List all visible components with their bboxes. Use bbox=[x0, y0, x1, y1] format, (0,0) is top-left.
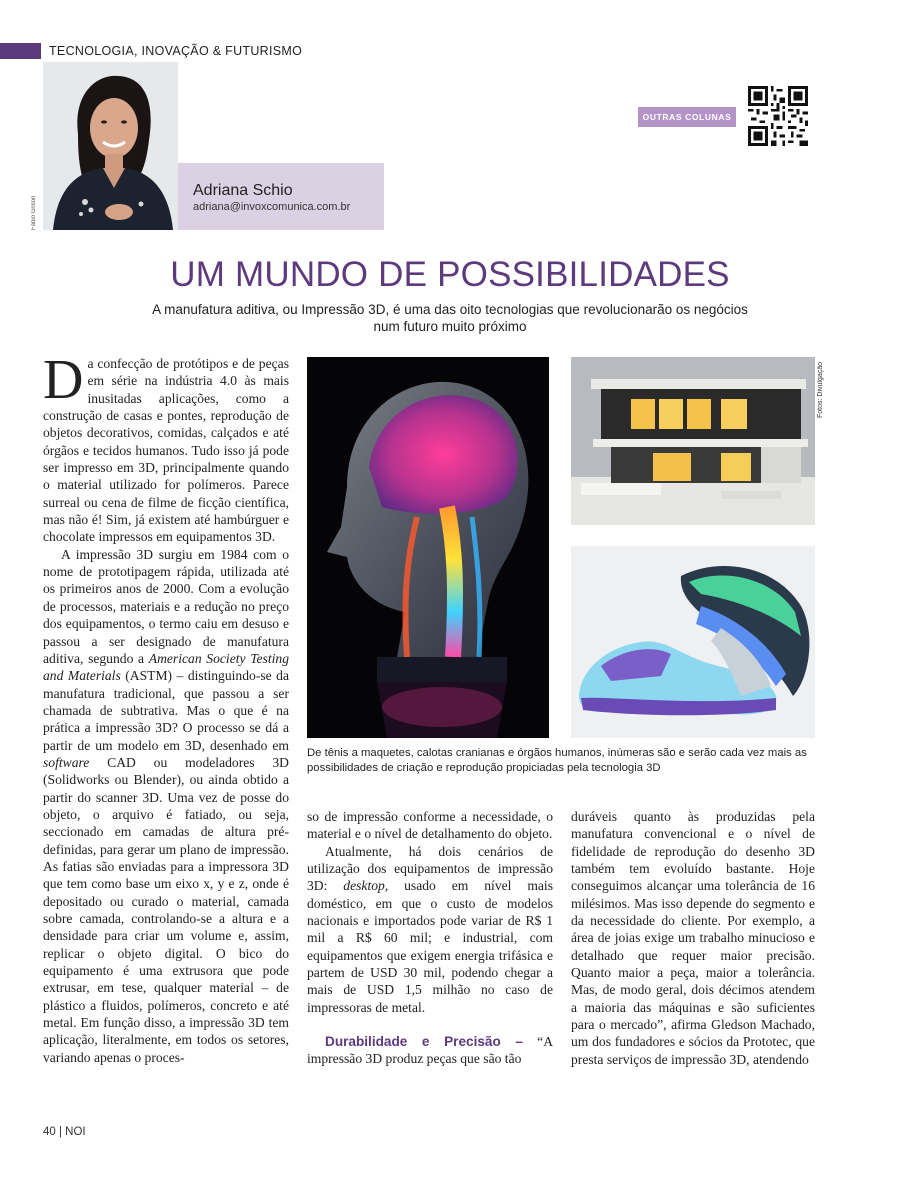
article-column-1 bbox=[43, 349, 289, 1066]
photo-3d-printed-sneakers bbox=[571, 546, 815, 738]
drop-cap: D bbox=[43, 349, 84, 411]
section-color-bar bbox=[0, 43, 41, 59]
paragraph-history: A impressão 3D surgiu em 1984 com o nome de prototipagem rápida, utilizada até os primeiros anos de 2000. Com a evolução de processos, materiais e a redução no preço dos equipamentos, o termo caiu em desuso e passou a ser designado de manufatura aditiva, segundo a American Society Testing and Materials (ASTM) – distinguindo-se da manufatura tradicional, que passou a ser chamada de subtrativa. Mas o que é na prática a impressão 3D? O processo se dá a partir de um modelo em 3D, desenhado em software CAD ou modeladores 3D (Solidworks ou Blender), ou ainda obtido a partir do scanner 3D. Uma vez de posse do objeto, o arquivo é fatiado, ou seja, seccionado em camadas de altura pré-definidas, para gerar um plano de impressão. As fatias são enviadas para a impressora 3D que tem como base um eixo x, y e z, onde é depositado ou curado o material, camada sobre camada, controlando-se a altura e a densidade para criar um volume e, assim, replicar o objeto digital. O bico do equipamento é uma extrusora que pode extrusar, em tese, qualquer material – de plástico a fluidos, polímeros, concreto e até metal. Em função disso, a impressão 3D tem aplicação, literalmente, em todos os setores, variando apenas o proces- bbox=[43, 546, 289, 1065]
qr-code-icon[interactable] bbox=[748, 86, 808, 146]
article-title: UM MUNDO DE POSSIBILIDADES bbox=[170, 255, 730, 294]
photo-credit: Fabio Grison bbox=[31, 195, 37, 230]
article-column-2 bbox=[307, 808, 553, 1068]
paragraph-quote: duráveis quanto às produzidas pela manufatura convencional e o nível de fidelidade de reprodução do desenho 3D também tem evoluído bastante. Hoje conseguimos alcançar uma tolerância de 16 milésimos. Mas isso depende do segmento e da necessidade do cliente. Por exemplo, a área de joias exige um trabalho minucioso e detalhado que requer maior precisão. Quanto maior a peça, maior a tolerância. Mas, de modo geral, dois décimos atendem a maioria das máquinas e são suficientes para o mercado”, afirma Gledson Machado, um dos fundadores e sócios da Prototec, que presta serviços de impressão 3D, atendendo bbox=[571, 809, 815, 1067]
article-subtitle: A manufatura aditiva, ou Impressão 3D, é uma das oito tecnologias que revolucionarão os negócios num futuro muito próximo bbox=[152, 302, 748, 334]
paragraph-intro: Da confecção de protótipos e de peças em série na indústria 4.0 às mais inusitadas aplicações, como a construção de casas e pontes, reprodução de objetos decorativos, comidas, calçados e até órgãos e tecidos humanos. Tudo isso já pode ser impresso em 3D, principalmente quando o material utilizado for polímeros. Parece surreal ou cena de filme de ficção científica, mas não é! Sim, já existem até hambúrguer e chocolate impressos em equipamentos 3D. bbox=[43, 349, 289, 545]
photo-architecture-model bbox=[571, 357, 815, 525]
section-label: TECNOLOGIA, INOVAÇÃO & FUTURISMO bbox=[49, 44, 303, 58]
page-number: 40 | NOI bbox=[43, 1126, 86, 1138]
outras-colunas-badge[interactable]: OUTRAS COLUNAS bbox=[638, 107, 736, 127]
author-name: Adriana Schio bbox=[193, 182, 293, 199]
author-photo bbox=[43, 62, 178, 230]
paragraph-continuation: so de impressão conforme a necessidade, o material e o nível de detalhamento do objeto. bbox=[307, 809, 553, 842]
author-email[interactable]: adriana@invoxcomunica.com.br bbox=[193, 201, 351, 213]
paragraph-scenarios: Atualmente, há dois cenários de utilização dos equipamentos de impressão 3D: desktop, usado em nível mais doméstico, em que o custo de modelos nacionais e importados pode variar de R$ 1 mil a R$ 60 mil; e industrial, com equipamentos que exigem energia trifásica e partem de USD 30 mil, podendo chegar a mais de USD 1,5 milhão no caso de impressoras de metal. bbox=[307, 843, 553, 1015]
figure-caption: De tênis a maquetes, calotas cranianas e órgãos humanos, inúmeras são e serão cada vez mais as possibilidades de criação e reprodução propiciadas pela tecnologia 3D bbox=[307, 747, 807, 774]
paragraph-durability: Durabilidade e Precisão – “A impressão 3D produz peças que são tão bbox=[307, 1034, 554, 1067]
subhead-durabilidade: Durabilidade e Precisão – bbox=[325, 1034, 523, 1050]
photo-3d-printed-head bbox=[307, 357, 549, 738]
article-column-3 bbox=[571, 808, 815, 1068]
photo-credit-divulgacao: Fotos: Divulgação bbox=[817, 361, 824, 418]
